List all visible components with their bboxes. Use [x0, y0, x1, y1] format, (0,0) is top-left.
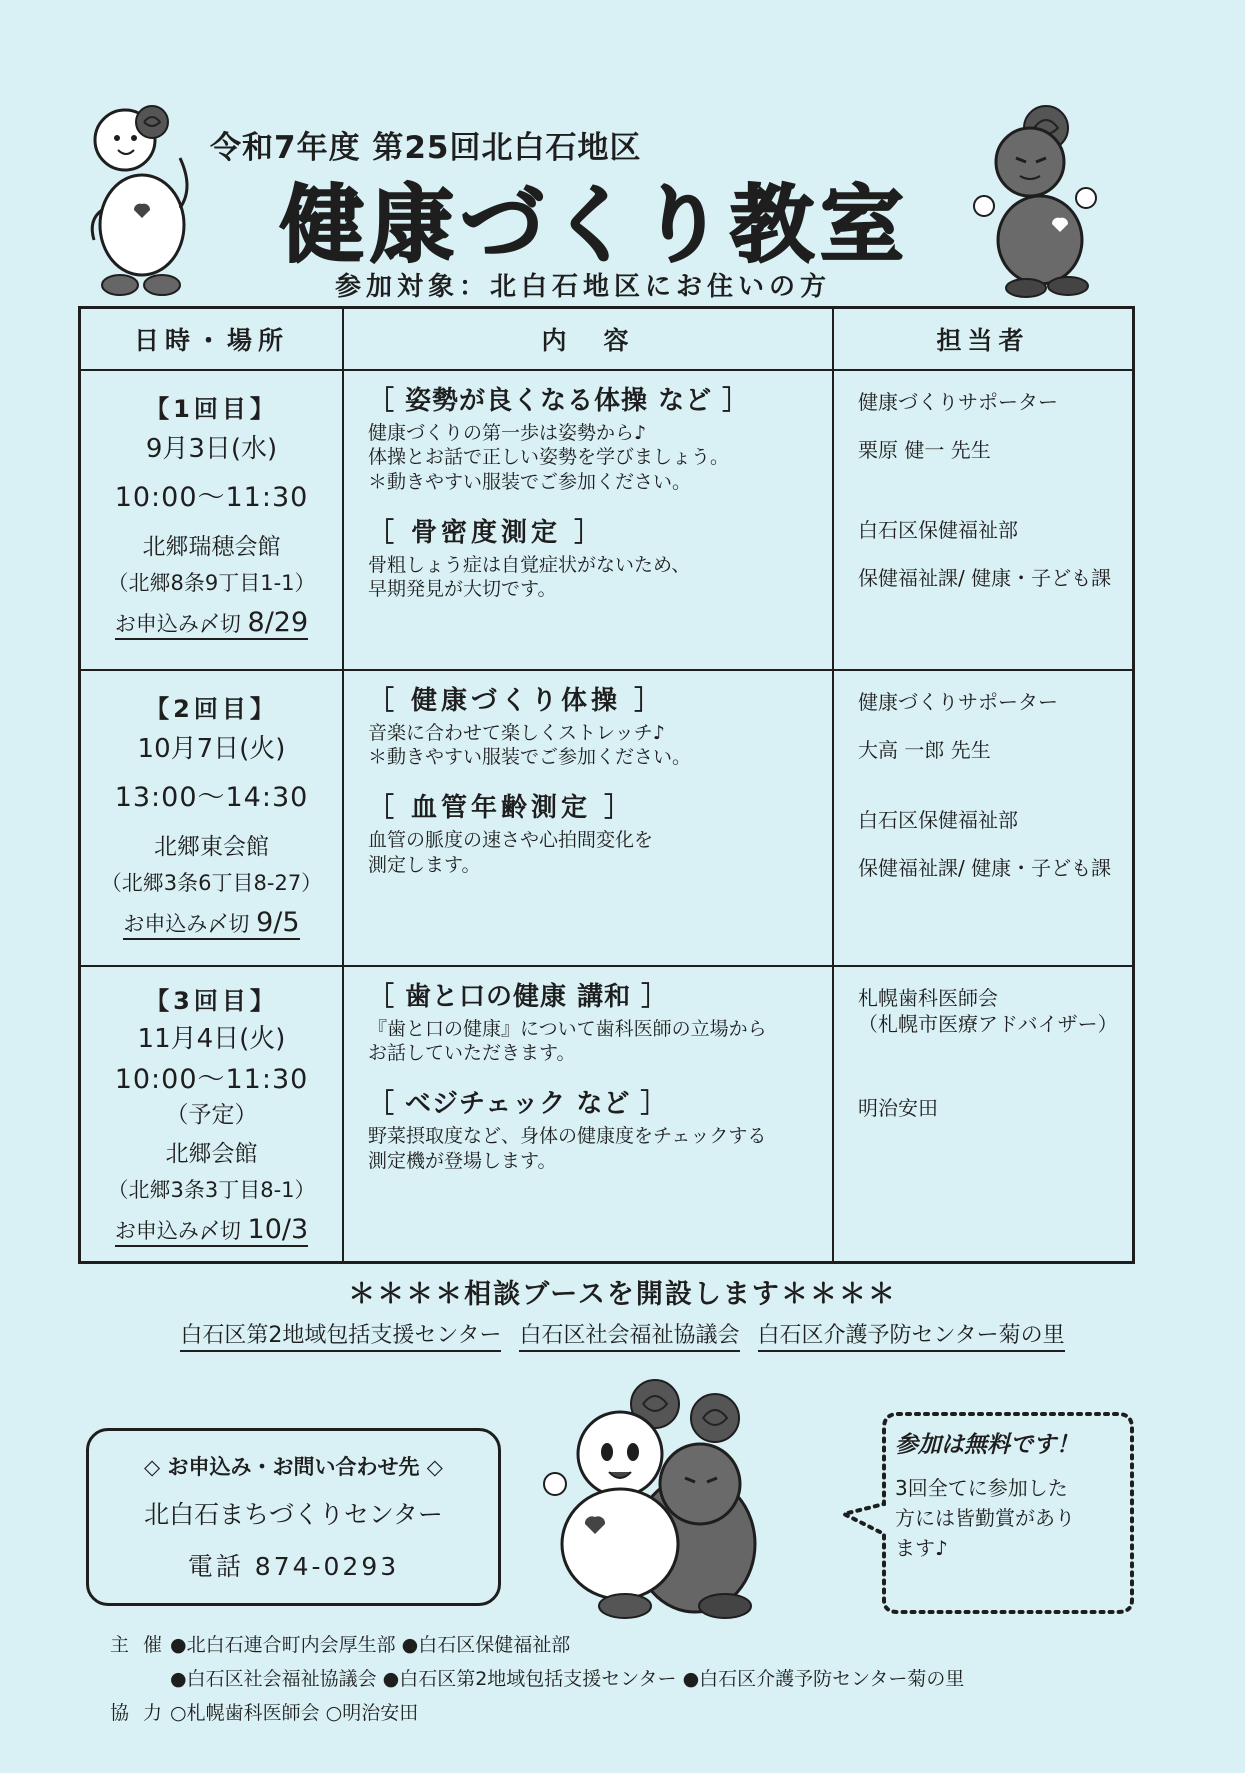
consultation-orgs	[0, 1318, 1245, 1352]
coop-line: ○札幌歯科医師会 ○明治安田	[170, 1702, 419, 1725]
staff-group: 明治安田	[858, 1096, 938, 1120]
session-3-content	[344, 967, 834, 1261]
staff-group: 白石区保健福祉部	[858, 808, 1018, 832]
inquiry-phone: 電話 874-0293	[187, 1552, 400, 1581]
item-body: 『歯と口の健康』について歯科医師の立場から お話していただきます。	[368, 1017, 767, 1065]
item-title: ［ 姿勢が良くなる体操 など ］	[368, 386, 750, 416]
inquiry-box	[86, 1428, 501, 1606]
session-address: （北郷3条3丁目8-1）	[107, 1178, 316, 1202]
session-venue: 北郷東会館	[154, 834, 269, 860]
session-2-staff	[834, 671, 1132, 967]
session-round: 【2回目】	[145, 695, 278, 723]
session-1-datetime	[81, 371, 344, 671]
consultation-title: ＊＊＊＊相談ブースを開設します＊＊＊＊	[348, 1279, 897, 1310]
item-title: ［ 骨密度測定 ］	[368, 517, 605, 548]
session-1-content	[344, 371, 834, 671]
session-time: 10:00～11:30	[114, 482, 309, 513]
consultation-org: 白石区介護予防センター菊の里	[758, 1318, 1065, 1352]
item-title: ［ 血管年齢測定 ］	[368, 793, 635, 824]
header-content: 内 容	[344, 309, 834, 371]
header-staff: 担当者	[834, 309, 1132, 371]
session-deadline: お申込み〆切 9/5	[123, 907, 300, 938]
header-datetime: 日時・場所	[81, 309, 344, 371]
session-2-content	[344, 671, 834, 967]
coop-label: 協 力	[110, 1702, 167, 1725]
session-2-datetime	[81, 671, 344, 967]
dark-rose-mascot-icon	[968, 100, 1108, 300]
item-title: ［ 健康づくり体操 ］	[368, 686, 665, 716]
inquiry-title: ◇ お申込み・お問い合わせ先 ◇	[144, 1455, 443, 1479]
session-tentative: （予定）	[165, 1102, 258, 1128]
session-3-datetime	[81, 967, 344, 1261]
host-line: ●北白石連合町内会厚生部 ●白石区保健福祉部	[170, 1634, 571, 1656]
item-body: 野菜摂取度など、身体の健康度をチェックする 測定機が登場します。	[368, 1124, 767, 1172]
session-deadline: お申込み〆切 8/29	[114, 607, 309, 638]
session-deadline: お申込み〆切 10/3	[114, 1214, 309, 1245]
staff-person: 栗原 健一 先生	[858, 438, 991, 462]
consultation-org: 白石区社会福祉協議会	[519, 1318, 739, 1352]
free-bubble	[838, 1404, 1138, 1619]
staff-person: 大高 一郎 先生	[858, 738, 991, 762]
session-address: （北郷8条9丁目1-1）	[107, 571, 316, 595]
staff-department: 保健福祉課/ 健康・子ども課	[858, 856, 1112, 880]
session-1-staff	[834, 371, 1132, 671]
session-venue: 北郷会館	[165, 1141, 258, 1167]
item-body: 血管の脈度の速さや心拍間変化を 測定します。	[368, 828, 654, 876]
session-date: 10月7日(火)	[137, 734, 286, 764]
session-date: 11月4日(火)	[137, 1024, 286, 1054]
session-time: 13:00～14:30	[114, 782, 309, 813]
session-address: （北郷3条6丁目8-27）	[100, 871, 323, 895]
item-body: 健康づくりの第一歩は姿勢から♪ 体操とお話で正しい姿勢を学びましょう。 ＊動きやすい服装でご参加ください。	[368, 421, 730, 494]
item-title: ［ ベジチェック など ］	[368, 1089, 668, 1120]
free-title: 参加は無料です！	[895, 1432, 1079, 1458]
session-round: 【1回目】	[145, 395, 278, 423]
mascot-pair-icon	[525, 1374, 775, 1624]
session-time: 10:00～11:30	[114, 1064, 309, 1095]
item-body: 骨粗しょう症は自覚症状がないため、 早期発見が大切です。	[368, 553, 691, 601]
white-rose-mascot-icon	[80, 100, 210, 300]
staff-group: 健康づくりサポーター	[858, 390, 1058, 414]
page-title: 健康づくり教室	[280, 176, 911, 274]
staff-group: 札幌歯科医師会	[858, 986, 998, 1010]
staff-note: （札幌市医療アドバイザー）	[858, 1012, 1118, 1036]
inquiry-org: 北白石まちづくりセンター	[144, 1500, 443, 1529]
session-3-staff	[834, 967, 1132, 1261]
consultation-org: 白石区第2地域包括支援センター	[180, 1318, 501, 1352]
session-venue: 北郷瑞穂会館	[142, 534, 281, 560]
organizers	[110, 1628, 964, 1731]
session-date: 9月3日(水)	[145, 434, 278, 464]
host-line: ●白石区社会福祉協議会 ●白石区第2地域包括支援センター ●白石区介護予防センター菊の里	[170, 1668, 965, 1691]
schedule-table	[78, 306, 1135, 1264]
event-subtitle: 令和7年度 第25回北白石地区	[210, 130, 642, 166]
free-body: 3回全てに参加した 方には皆勤賞があり ます♪	[895, 1476, 1075, 1560]
host-label: 主 催	[110, 1634, 167, 1656]
staff-group: 健康づくりサポーター	[858, 690, 1058, 714]
session-round: 【3回目】	[145, 987, 278, 1015]
item-title: ［ 歯と口の健康 講和 ］	[368, 982, 669, 1012]
staff-group: 白石区保健福祉部	[858, 518, 1018, 542]
target-audience: 参加対象：北白石地区にお住いの方	[335, 272, 832, 302]
staff-department: 保健福祉課/ 健康・子ども課	[858, 566, 1112, 590]
item-body: 音楽に合わせて楽しくストレッチ♪ ＊動きやすい服装でご参加ください。	[368, 721, 692, 769]
